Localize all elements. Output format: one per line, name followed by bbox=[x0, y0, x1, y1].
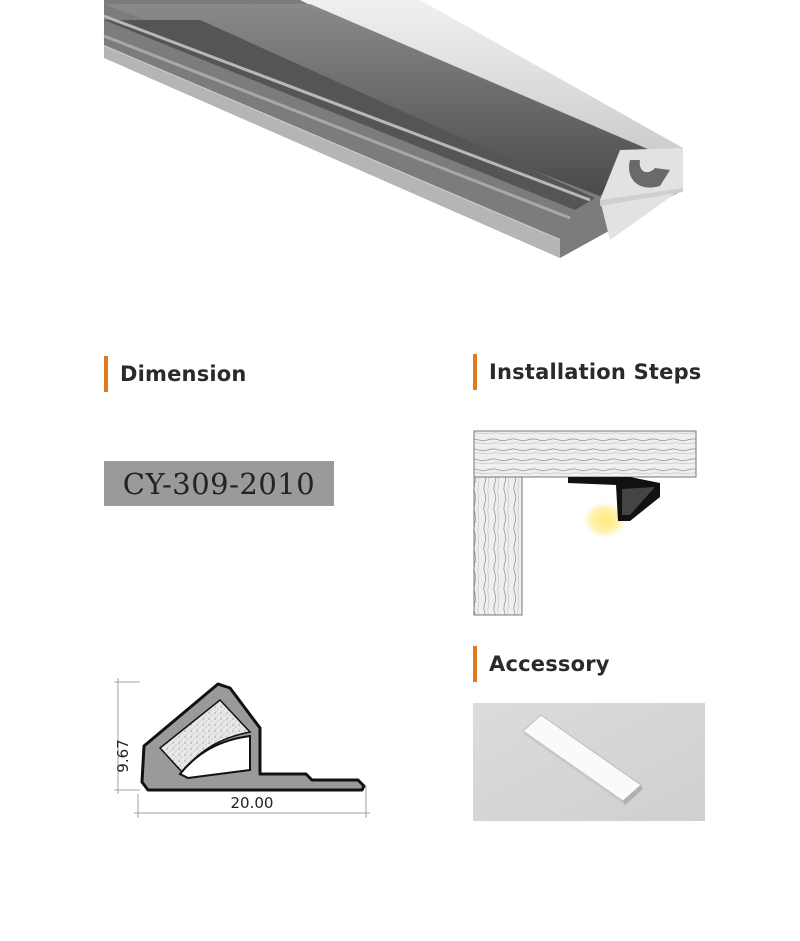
accent-bar bbox=[104, 356, 108, 392]
accent-bar bbox=[473, 646, 477, 682]
accessory-title: Accessory bbox=[489, 652, 610, 676]
accent-bar bbox=[473, 354, 477, 390]
dimension-title: Dimension bbox=[120, 362, 247, 386]
dimension-heading bbox=[104, 356, 247, 392]
accessory-image bbox=[473, 703, 705, 821]
installation-heading bbox=[473, 354, 702, 390]
width-dimension-label: 20.00 bbox=[230, 794, 274, 812]
installation-title: Installation Steps bbox=[489, 360, 702, 384]
product-profile-image bbox=[0, 0, 800, 280]
accessory-heading bbox=[473, 646, 610, 682]
dimension-drawing bbox=[100, 670, 380, 830]
height-dimension-label: 9.67 bbox=[114, 739, 132, 773]
installation-diagram bbox=[470, 425, 702, 620]
model-code-label: CY-309-2010 bbox=[104, 461, 334, 506]
